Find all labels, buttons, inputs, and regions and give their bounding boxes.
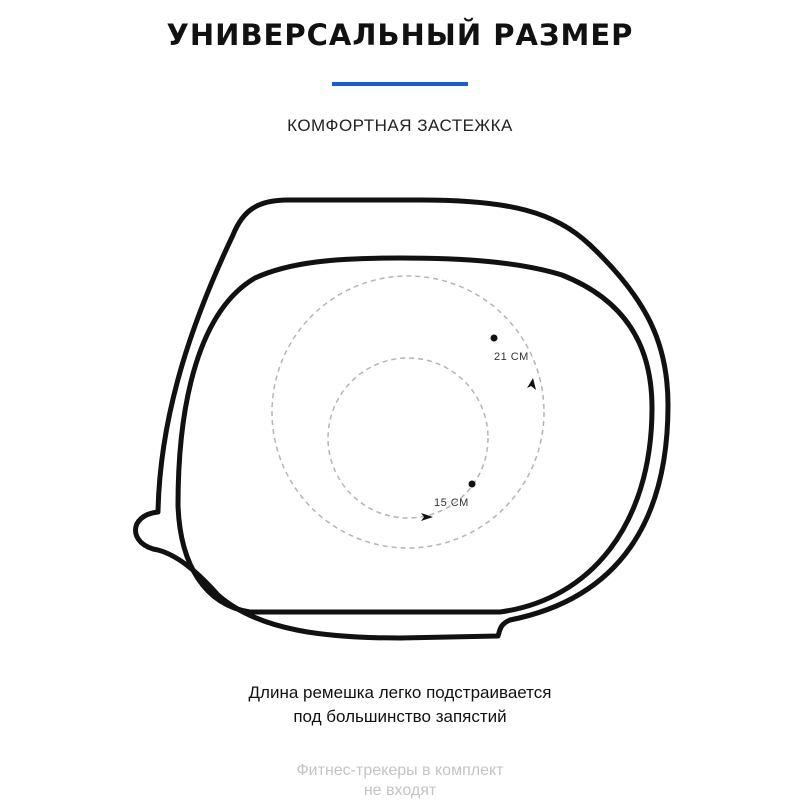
- description-line-1: Длина ремешка легко подстраивается: [248, 683, 552, 702]
- outer-circle-dot: [491, 335, 498, 342]
- inner-circle-label: 15 СМ: [434, 497, 469, 509]
- description-line-2: под большинство запястий: [293, 707, 507, 726]
- strap-inner-outline: [178, 258, 652, 612]
- page-title: УНИВЕРСАЛЬНЫЙ РАЗМЕР: [166, 18, 634, 52]
- inner-size-circle: [328, 358, 488, 518]
- outer-direction-arrow-icon: [527, 378, 536, 390]
- disclaimer-line-1: Фитнес-трекеры в комплект: [296, 762, 504, 779]
- page-subtitle: КОМФОРТНАЯ ЗАСТЕЖКА: [287, 116, 513, 135]
- inner-circle-dot: [469, 481, 476, 488]
- outer-size-circle: [272, 276, 544, 548]
- disclaimer-line-2: не входят: [363, 782, 437, 799]
- outer-circle-label: 21 СМ: [494, 351, 529, 363]
